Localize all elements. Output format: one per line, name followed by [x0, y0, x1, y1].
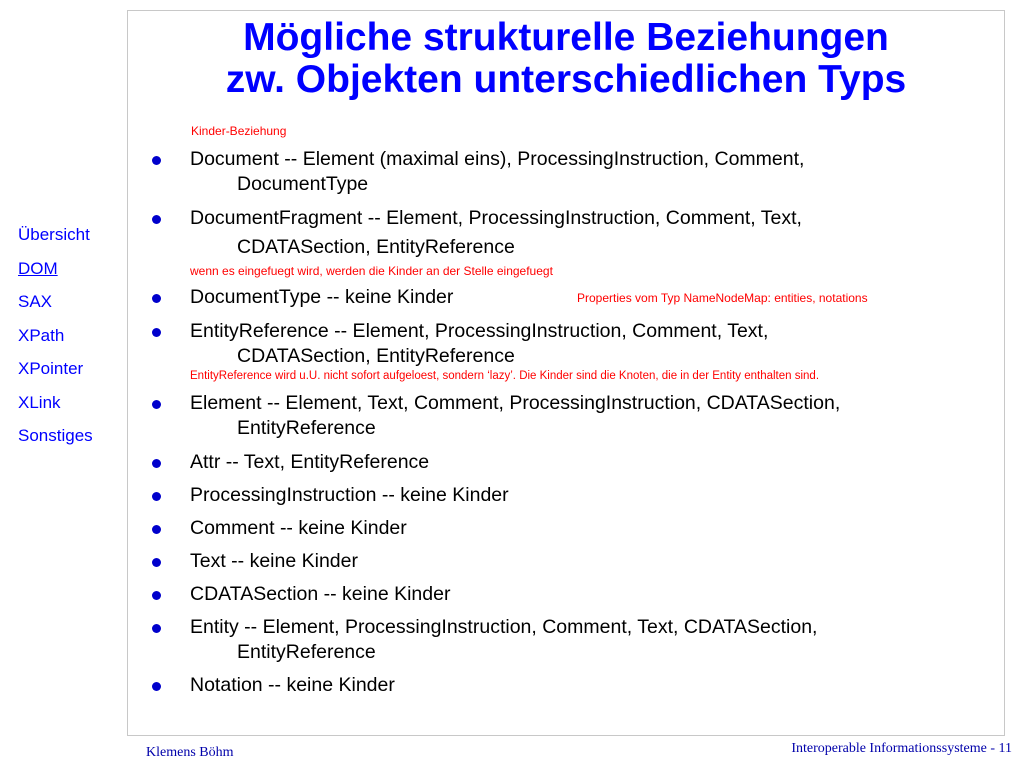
item-line: ProcessingInstruction -- keine Kinder	[190, 484, 509, 506]
item-line: Comment -- keine Kinder	[190, 517, 407, 539]
item-line: Text -- keine Kinder	[190, 550, 358, 572]
list-item	[128, 582, 1004, 607]
list-item	[128, 391, 1004, 441]
list-item	[128, 549, 1004, 574]
slide-title-line-2: zw. Objekten unterschiedlichen Typs	[225, 58, 907, 101]
relationship-list	[128, 147, 1004, 706]
slide-title-line-1: Mögliche strukturelle Beziehungen	[243, 16, 889, 59]
list-item	[128, 206, 1004, 260]
item-line: Entity -- Element, ProcessingInstruction, Comment, Text, CDATASection,	[190, 616, 818, 638]
note-entityreference-lazy: EntityReference wird u.U. nicht sofort aufgeloest, sondern ‘lazy’. Die Kinder sind die Knoten, die in der Entity enthalten sind.	[190, 370, 820, 382]
item-line: Document -- Element (maximal eins), ProcessingInstruction, Comment,	[190, 148, 805, 170]
list-item	[128, 516, 1004, 541]
note-documentfragment: wenn es eingefuegt wird, werden die Kinder an der Stelle eingefuegt	[190, 264, 553, 278]
nav-item-sonstiges[interactable]: Sonstiges	[18, 426, 93, 445]
nav-item-xlink[interactable]: XLink	[18, 392, 61, 412]
list-item	[128, 615, 1004, 665]
item-line-continued: CDATASection, EntityReference	[237, 345, 515, 367]
footer-author: Klemens Böhm	[146, 745, 234, 760]
note-documenttype-properties: Properties vom Typ NameNodeMap: entities, notations	[577, 291, 868, 305]
list-item	[128, 483, 1004, 508]
nav-item-dom[interactable]: DOM	[18, 258, 58, 278]
bullet-icon	[152, 294, 161, 303]
bullet-icon	[152, 328, 161, 337]
list-item	[128, 319, 1004, 369]
left-navigation	[18, 218, 118, 453]
nav-item-xpath[interactable]: XPath	[18, 325, 65, 345]
list-item	[128, 147, 1004, 197]
item-line: CDATASection -- keine Kinder	[190, 583, 451, 605]
item-line: DocumentFragment -- Element, ProcessingInstruction, Comment, Text,	[190, 207, 802, 229]
item-line-continued: CDATASection, EntityReference	[237, 236, 515, 258]
list-item	[128, 450, 1004, 475]
bullet-icon	[152, 215, 161, 224]
footer-course-page: Interoperable Informationssysteme - 11	[791, 741, 1012, 756]
bullet-icon	[152, 400, 161, 409]
item-line: Notation -- keine Kinder	[190, 674, 395, 696]
content-panel	[127, 10, 1005, 736]
nav-item-uebersicht[interactable]: Übersicht	[18, 225, 90, 244]
item-line: Attr -- Text, EntityReference	[190, 451, 430, 473]
list-item	[128, 285, 1004, 310]
item-line: Element -- Element, Text, Comment, ProcessingInstruction, CDATASection,	[190, 392, 841, 414]
note-kinder-beziehung: Kinder-Beziehung	[191, 124, 287, 138]
item-line-continued: EntityReference	[237, 417, 376, 439]
slide-title	[128, 17, 1004, 101]
bullet-icon	[152, 624, 161, 633]
bullet-icon	[152, 525, 161, 534]
item-line: DocumentType -- keine Kinder	[190, 286, 454, 308]
item-line-continued: DocumentType	[237, 173, 369, 195]
bullet-icon	[152, 682, 161, 691]
item-line: EntityReference -- Element, ProcessingInstruction, Comment, Text,	[190, 320, 769, 342]
bullet-icon	[152, 492, 161, 501]
item-line-continued: EntityReference	[237, 641, 376, 663]
list-item	[128, 673, 1004, 698]
bullet-icon	[152, 459, 161, 468]
bullet-icon	[152, 558, 161, 567]
bullet-icon	[152, 591, 161, 600]
bullet-icon	[152, 156, 161, 165]
nav-item-xpointer[interactable]: XPointer	[18, 359, 84, 378]
nav-item-sax[interactable]: SAX	[18, 292, 53, 311]
